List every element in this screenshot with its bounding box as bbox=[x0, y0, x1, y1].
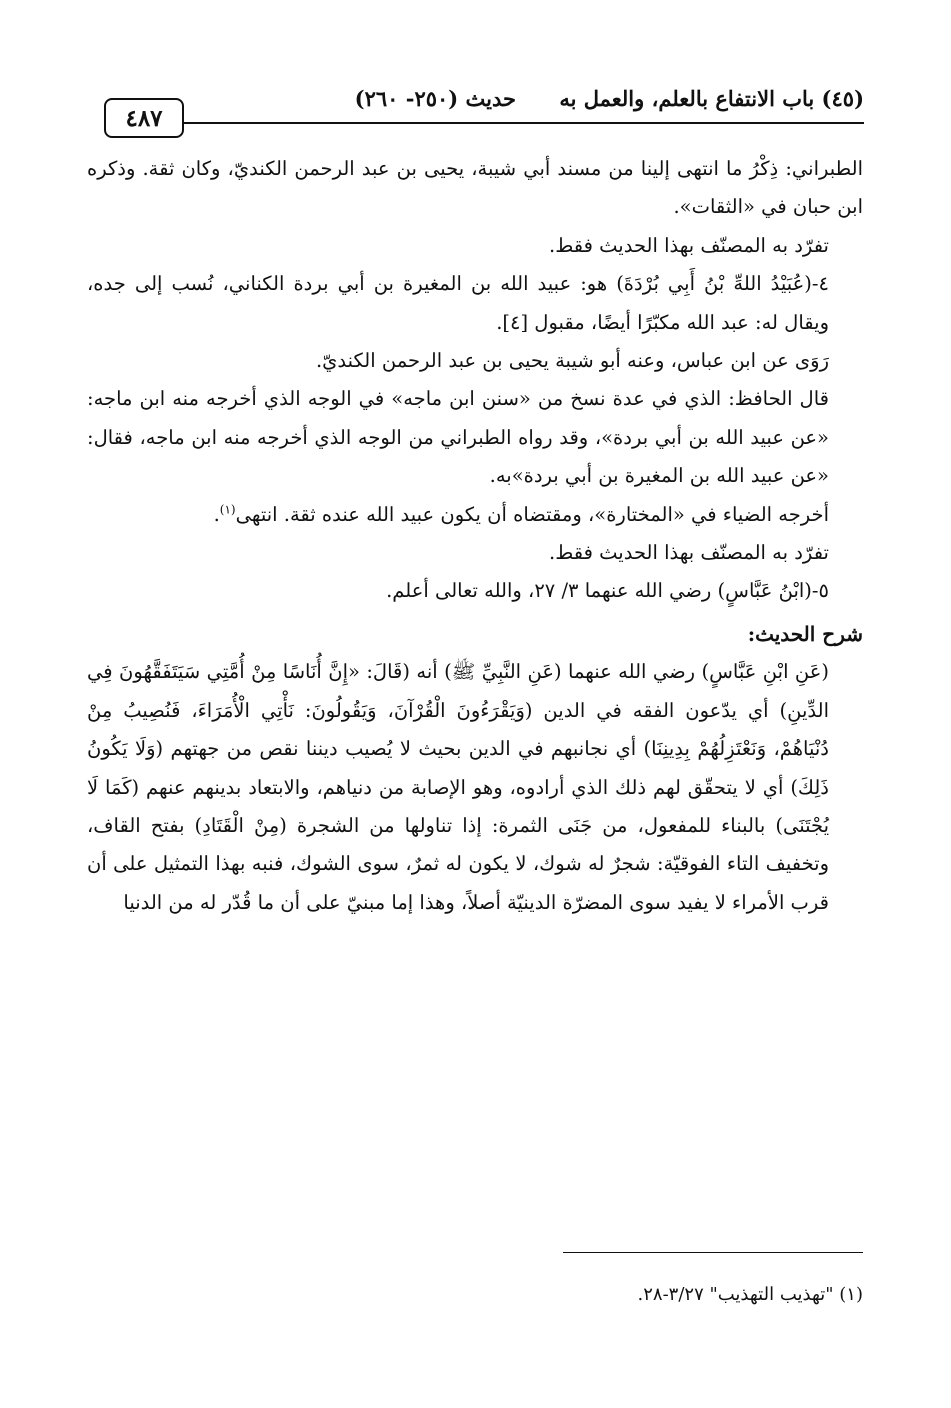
paragraph-8: ٥-(ابْنُ عَبَّاسٍ) رضي الله عنهما ٣/ ٢٧، والله تعالى أعلم. bbox=[386, 579, 829, 603]
page-number: ٤٨٧ bbox=[104, 98, 184, 138]
chapter-title: (٤٥) باب الانتفاع بالعلم، والعمل به bbox=[559, 86, 864, 111]
paragraph-7: تفرّد به المصنّف بهذا الحديث فقط. bbox=[549, 541, 829, 565]
footnote-marker[interactable]: (١) bbox=[219, 502, 236, 517]
paragraph-1: الطبراني: ذِكْرُ ما انتهى إلينا من مسند أبي شيبة، يحيى بن عبد الرحمن الكنديّ، وكان ثقة. وذكره ابن حبان في «الثقات». bbox=[87, 157, 863, 219]
header-rule bbox=[184, 122, 864, 124]
sharh-paragraph: (عَنِ ابْنِ عَبَّاسٍ) رضي الله عنهما (عَنِ النَّبِيِّ ﷺ) أنه (قَالَ: «إِنَّ أُنَاسًا مِنْ أُمَّتِي سَيَتَفَقَّهُونَ فِي الدِّينِ) أي يدّعون الفقه في الدين (وَيَقْرَءُونَ الْقُرْآنَ، وَيَقُولُونَ: نَأْتِي الْأُمَرَاءَ، فَنُصِيبُ مِنْ دُنْيَاهُمْ، وَنَعْتَزِلُهُمْ بِدِينِنَا) أي نجانبهم في الدين بحيث لا يُصيب ديننا نقص من جهتهم (وَلَا يَكُونُ ذَلِكَ) أي لا يتحقّق لهم ذلك الذي أرادوه، وهو الإصابة من دنياهم، والابتعاد بدينهم عنهم (كَمَا لَا يُجْتَنَى) بالبناء للمفعول، من جَنَى الثمرة: إذا تناولها من الشجرة (مِنْ الْقَتَادِ) بفتح القاف، وتخفيف التاء الفوقيّة: شجرٌ له شوك، لا يكون له ثمرٌ، سوى الشوك، فنبه بهذا التمثيل على أن قرب الأمراء لا يفيد سوى المضرّة الدينيّة أصلاً، وهذا إما مبنيّ على أن ما قُدّر له من الدنيا bbox=[87, 660, 829, 914]
paragraph-3: ٤-(عُبَيْدُ اللهِّ بْنُ أَبِي بُرْدَةَ) هو: عبيد الله بن المغيرة بن أبي بردة الكناني، نُسب إلى جده، ويقال له: عبد الله مكبّرًا أيضًا، مقبول [٤]. bbox=[87, 272, 829, 334]
paragraph-4: رَوَى عن ابن عباس، وعنه أبو شيبة يحيى بن عبد الرحمن الكنديّ. bbox=[315, 349, 829, 373]
paragraph-5: قال الحافظ: الذي في عدة نسخ من «سنن ابن ماجه» في الوجه الذي أخرجه منه ابن ماجه: «عن عبيد الله بن أبي بردة»، وقد رواه الطبراني من الوجه الذي أخرجه منه ابن ماجه، فقال: «عن عبيد الله بن المغيرة بن أبي بردة»به. bbox=[87, 387, 829, 488]
hadith-range: حديث (٢٥٠- ٢٦٠) bbox=[354, 86, 516, 111]
main-text bbox=[87, 150, 863, 922]
footnote-separator bbox=[563, 1252, 863, 1253]
page-header bbox=[104, 80, 864, 132]
sharh-heading: شرح الحديث: bbox=[747, 621, 863, 646]
footnote: (١) "تهذيب التهذيب" ٣/٢٧-٢٨. bbox=[637, 1284, 863, 1305]
paragraph-6: أخرجه الضياء في «المختارة»، ومقتضاه أن يكون عبيد الله عنده ثقة. انتهى$^{(١)}$. bbox=[213, 502, 829, 526]
paragraph-2: تفرّد به المصنّف بهذا الحديث فقط. bbox=[549, 233, 829, 257]
paragraph-6-text: أخرجه الضياء في «المختارة»، ومقتضاه أن يكون عبيد الله عنده ثقة. انتهى bbox=[235, 502, 829, 526]
